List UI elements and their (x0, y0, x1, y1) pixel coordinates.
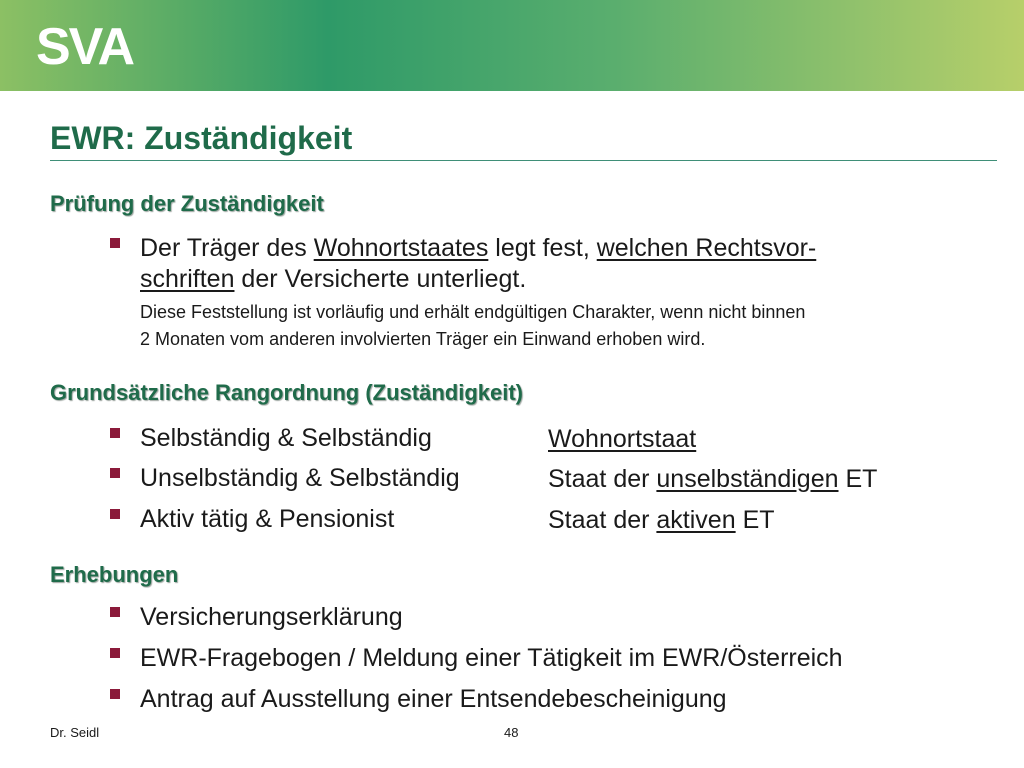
footer-author: Dr. Seidl (50, 725, 100, 740)
rank-left-1: Selbständig & Selbständig (140, 424, 432, 452)
page-number: 48 (504, 725, 519, 740)
section-heading-pruefung: Prüfung der Zuständigkeit (50, 191, 324, 216)
rank-left-3: Aktiv tätig & Pensionist (140, 505, 395, 533)
note-line-2: 2 Monaten vom anderen involvierten Träger ein Einwand erhoben wird. (140, 329, 706, 349)
sva-logo (36, 20, 186, 70)
svg-text:SVA: SVA (36, 20, 134, 70)
list-item: EWR-Fragebogen / Meldung einer Tätigkeit im EWR/Österreich (140, 644, 843, 672)
bullet-text-1-line1: Der Träger des Wohnortstaates legt fest, welchen Rechtsvor- (140, 234, 817, 262)
header-banner (0, 0, 1024, 91)
rank-left-2: Unselbständig & Selbständig (140, 464, 460, 492)
rank-right-1: Wohnortstaat (548, 425, 697, 453)
section-heading-rangordnung: Grundsätzliche Rangordnung (Zuständigkeit) (50, 380, 523, 405)
bullet-square-icon (110, 428, 120, 438)
list-item: Versicherungserklärung (140, 603, 403, 631)
note-line-1: Diese Feststellung ist vorläufig und erhält endgültigen Charakter, wenn nicht binnen (140, 302, 806, 322)
rank-right-3: Staat der aktiven ET (548, 506, 775, 534)
page-title: EWR: Zuständigkeit (50, 120, 353, 156)
bullet-square-icon (110, 509, 120, 519)
title-divider (50, 160, 997, 161)
bullet-square-icon (110, 648, 120, 658)
list-item: Antrag auf Ausstellung einer Entsendebescheinigung (140, 685, 727, 713)
section-heading-erhebungen: Erhebungen (50, 562, 179, 587)
rank-right-2: Staat der unselbständigen ET (548, 465, 878, 493)
bullet-square-icon (110, 607, 120, 617)
bullet-square-icon (110, 689, 120, 699)
bullet-square-icon (110, 468, 120, 478)
bullet-text-1-line2: schriften der Versicherte unterliegt. (140, 265, 527, 293)
bullet-square-icon (110, 238, 120, 248)
